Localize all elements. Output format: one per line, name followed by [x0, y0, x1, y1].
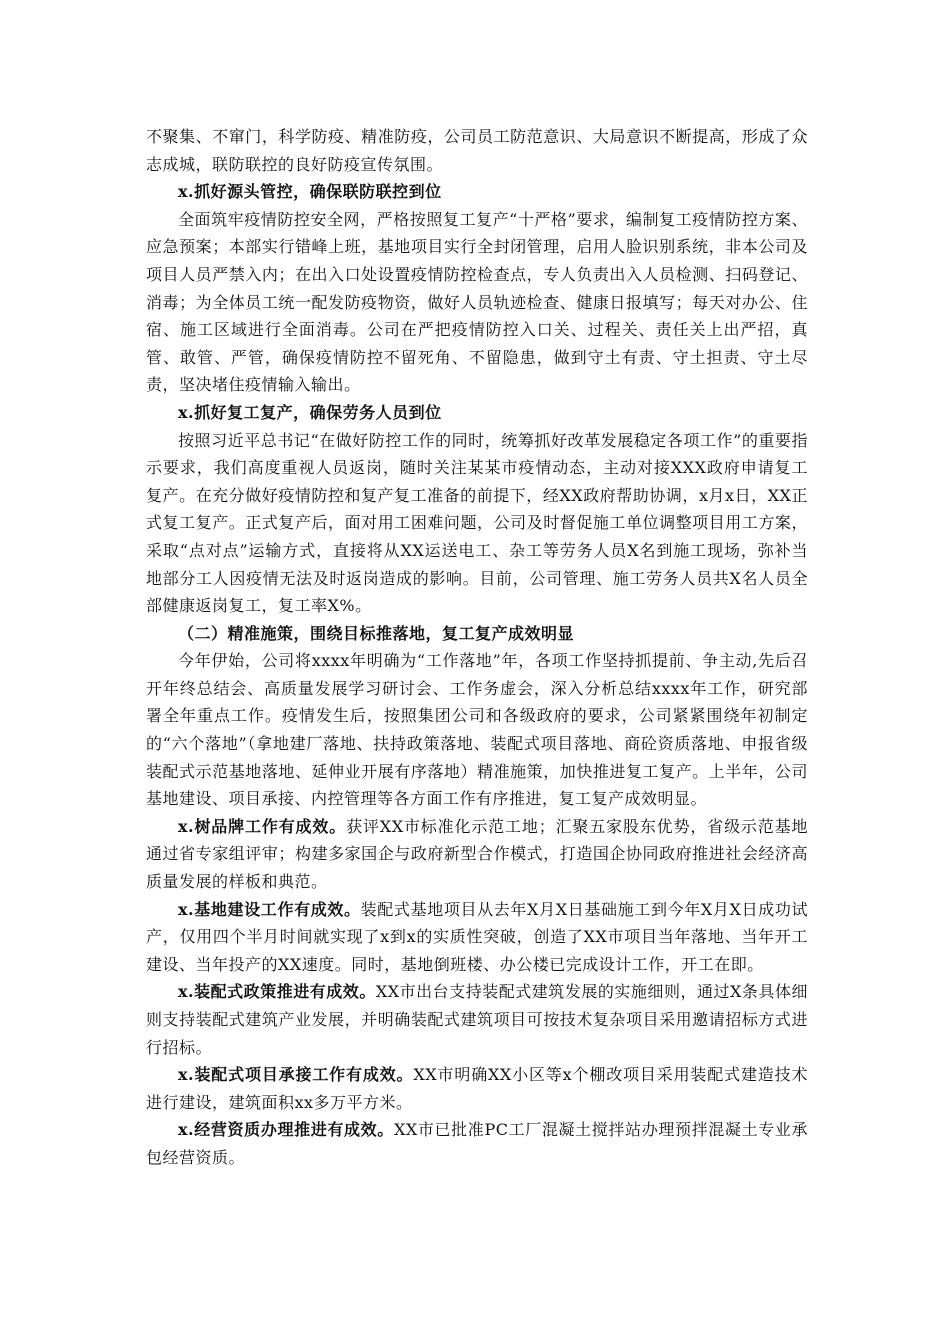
section-heading-source-control: x.抓好源头管控，确保联防联控到位: [178, 182, 442, 202]
body-qualification: XX市已批准PC工厂混凝土搅拌站办理预拌混凝土专业承包经营资质。: [146, 1120, 808, 1167]
body-prefab-projects: XX市明确XX小区等x个棚改项目采用装配式建造技术进行建设，建筑面积xx多万平方米。: [146, 1065, 808, 1112]
body-brand: 获评XX市标准化示范工地；汇聚五家股东优势，省级示范基地通过省专家组评审；构建多家国企与政府新型合作模式，打造国企协同政府推进社会经济高质量发展的样板和典范。: [146, 816, 808, 892]
lead-prefab-policy: x.装配式政策推进有成效。: [178, 982, 376, 1002]
paragraph-qualification: [146, 1116, 808, 1171]
lead-qualification: x.经营资质办理推进有成效。: [178, 1120, 394, 1140]
section-heading-resume-work: x.抓好复工复产，确保劳务人员到位: [178, 402, 442, 422]
paragraph-precise-policy: 今年伊始，公司将xxxx年明确为“工作落地”年，各项工作坚持抓提前、争主动,先后召开年终总结会、高质量发展学习研讨会、工作务虚会，深入分析总结xxxx年工作，研究部署全年重点工作。疫情发生后，按照集团公司和各级政府的要求，公司紧紧围绕年初制定的“六个落地”（拿地建厂落地、扶持政策落地、装配式项目落地、商砼资质落地、申报省级装配式示范基地落地、延伸业开展有序落地）精准施策，加快推进复工复产。上半年，公司基地建设、项目承接、内控管理等各方面工作有序推进，复工复产成效明显。: [146, 651, 808, 809]
paragraph-base-construction: [146, 896, 808, 979]
section-heading-precise-policy: （二）精准施策，围绕目标推落地，复工复产成效明显: [178, 623, 575, 643]
paragraph-prefab-projects: [146, 1061, 808, 1116]
paragraph-brand: [146, 813, 808, 896]
paragraph-prefab-policy: [146, 978, 808, 1061]
body-prefab-policy: XX市出台支持装配式建筑发展的实施细则，通过X条具体细则支持装配式建筑产业发展，并明确装配式建筑项目可按技术复杂项目采用邀请招标方式进行招标。: [146, 982, 808, 1057]
paragraph-source-control: 全面筑牢疫情防控安全网，严格按照复工复产“十严格”要求，编制复工疫情防控方案、应急预案；本部实行错峰上班，基地项目实行全封闭管理，启用人脸识别系统，非本公司及项目人员严禁入内；在出入口处设置疫情防控检查点，专人负责出入人员检测、扫码登记、消毒；为全体员工统一配发防疫物资，做好人员轨迹检查、健康日报填写；每天对办公、住宿、施工区域进行全面消毒。公司在严把疫情防控入口关、过程关、责任关上出严招，真管、敢管、严管，确保疫情防控不留死角、不留隐患，做到守土有责、守土担责、守土尽责，坚决堵住疫情输入输出。: [146, 209, 808, 395]
document-page: [146, 123, 808, 1172]
lead-brand: x.树品牌工作有成效。: [178, 816, 347, 836]
paragraph-continuation: 不聚集、不窜门，科学防疫、精准防疫，公司员工防范意识、大局意识不断提高，形成了众志成城，联防联控的良好防疫宣传氛围。: [146, 127, 808, 174]
paragraph-resume-work: 按照习近平总书记“在做好防控工作的同时，统筹抓好改革发展稳定各项工作”的重要指示要求，我们高度重视人员返岗，随时关注某某市疫情动态，主动对接XXX政府申请复工复产。在充分做好疫情防控和复产复工准备的前提下，经XX政府帮助协调，x月x日，XX正式复工复产。正式复产后，面对用工困难问题，公司及时督促施工单位调整项目用工方案，采取“点对点”运输方式，直接将从XX运送电工、杂工等劳务人员X名到施工现场，弥补当地部分工人因疫情无法及时返岗造成的影响。目前，公司管理、施工劳务人员共X名人员全部健康返岗复工，复工率X%。: [146, 430, 808, 616]
lead-base-construction: x.基地建设工作有成效。: [178, 899, 361, 919]
lead-prefab-projects: x.装配式项目承接工作有成效。: [178, 1065, 414, 1085]
body-base-construction: 装配式基地项目从去年X月X日基础施工到今年X月X日成功试产，仅用四个半月时间就实现了x到x的实质性突破，创造了XX市项目当年落地、当年开工建设、当年投产的XX速度。同时，基地倒班楼、办公楼已完成设计工作，开工在即。: [146, 899, 808, 974]
